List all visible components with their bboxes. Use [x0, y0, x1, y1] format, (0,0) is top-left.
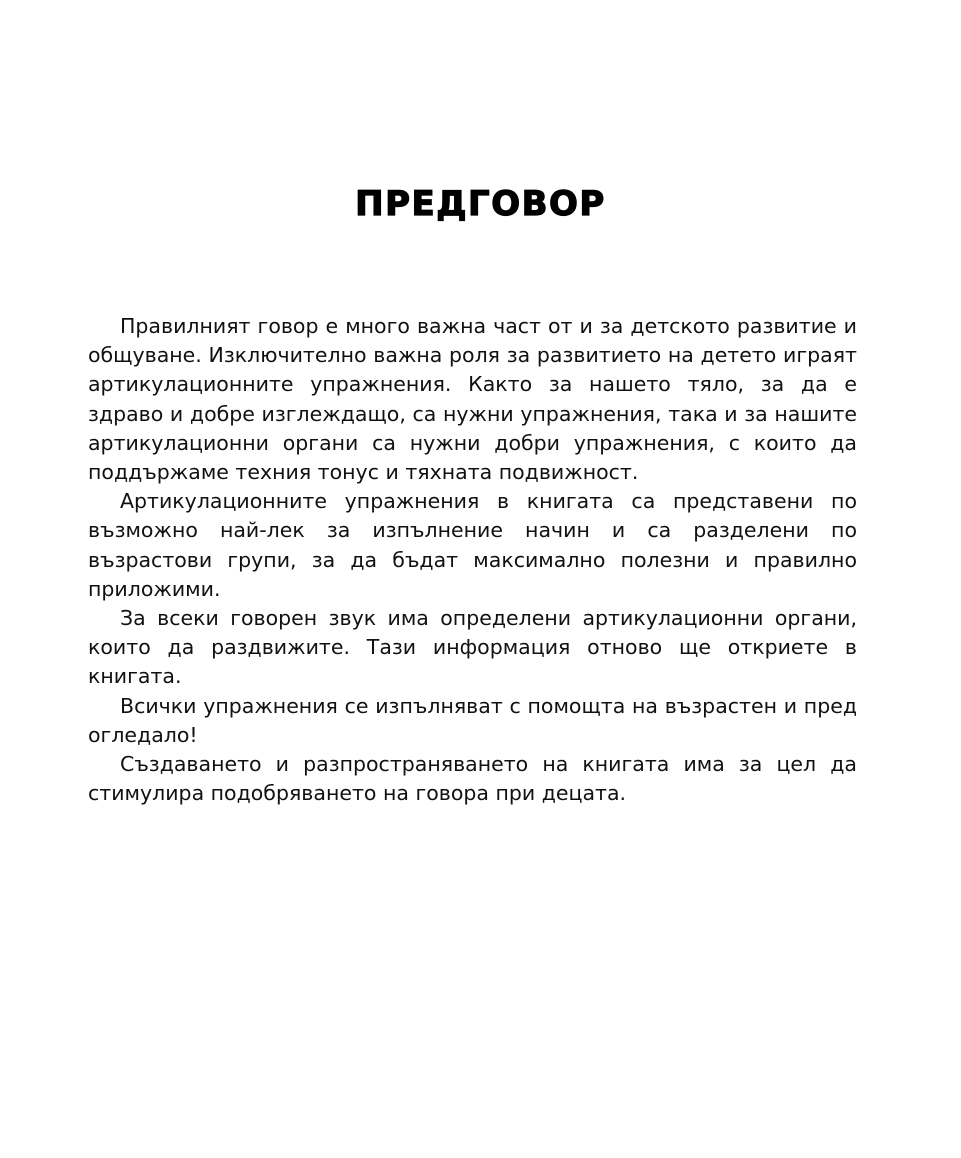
paragraph: За всеки говорен звук има определени артикулационни органи, които да раздвижите. Тази информация отново ще откриете в книгата.	[88, 606, 857, 689]
preface-body	[88, 312, 857, 808]
page-title: ПРЕДГОВОР	[355, 184, 606, 224]
paragraph: Правилният говор е много важна част от и за детското развитие и общуване. Изключително важна роля за развитието на детето играят артикулационните упражнения. Както за нашето тяло, за да е здраво и добре изглеждащо, са нужни упражнения, така и за нашите артикулационни органи са нужни добри упражнения, с които да поддържаме техния тонус и тяхната подвижност.	[88, 314, 857, 485]
paragraph: Създаването и разпространяването на книгата има за цел да стимулира подобряването на говора при децата.	[88, 752, 857, 806]
paragraph: Всички упражнения се изпълняват с помощта на възрастен и пред огледало!	[88, 693, 857, 747]
paragraph: Артикулационните упражнения в книгата са представени по възможно най-лек за изпълнение начин и са разделени по възрастови групи, за да бъдат максимално полезни и правилно приложими.	[88, 489, 857, 601]
